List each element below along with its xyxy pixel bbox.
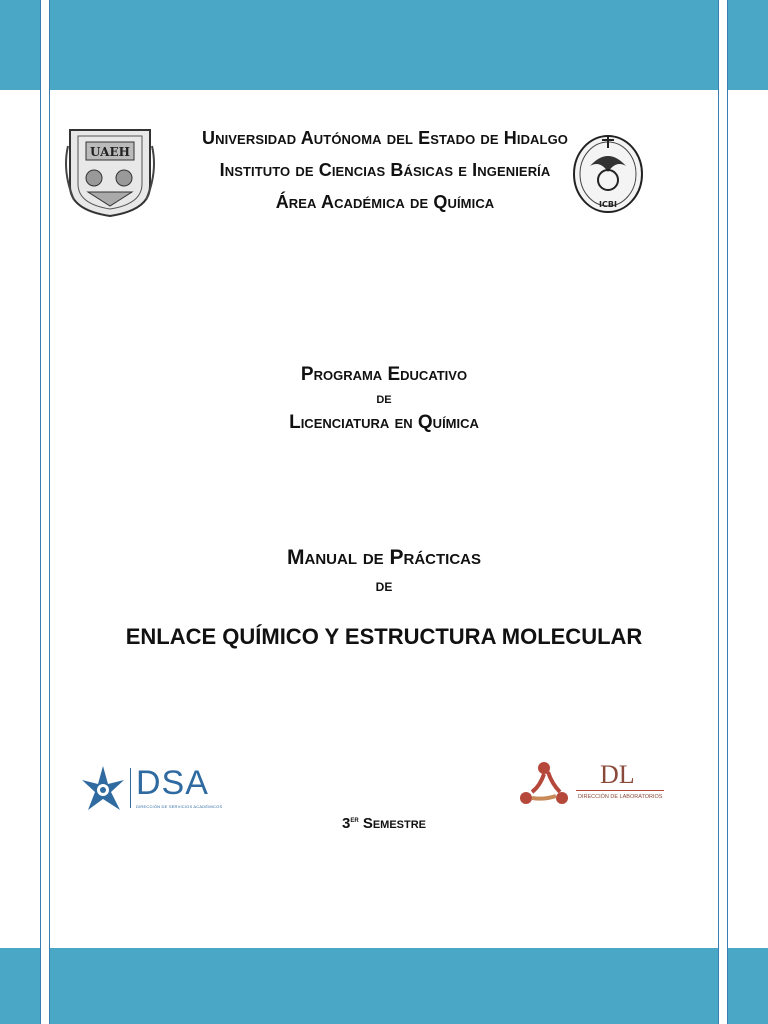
- bottom-band-left: [0, 948, 40, 1024]
- manual-line-1: Manual de Prácticas: [287, 546, 481, 569]
- uaeh-crest-logo: [64, 126, 156, 218]
- top-band-left: [0, 0, 40, 90]
- academic-area: Área Académica de Química: [275, 192, 495, 212]
- dl-triskelion-icon: [516, 758, 572, 814]
- dsa-star-icon: [80, 764, 126, 814]
- dsa-divider: [130, 768, 131, 808]
- top-band: [50, 0, 718, 90]
- semester-suffix: er: [350, 814, 359, 824]
- svg-text:ICBI: ICBI: [599, 200, 617, 209]
- program-line-3: Licenciatura en Química: [289, 412, 479, 433]
- dl-divider: [576, 790, 664, 791]
- dl-subtitle: DIRECCIÓN DE LABORATORIOS: [578, 794, 663, 800]
- dl-wordmark: DL: [600, 760, 635, 789]
- manual-title: ENLACE QUÍMICO Y ESTRUCTURA MOLECULAR: [125, 624, 643, 649]
- semester-number: 3: [341, 815, 351, 832]
- semester-label: Semestre: [362, 815, 427, 832]
- program-line-2: de: [376, 390, 392, 407]
- svg-text:UAEH: UAEH: [90, 145, 130, 159]
- dl-logo: [516, 756, 666, 816]
- dsa-wordmark: DSA: [136, 764, 209, 802]
- right-margin-line: [727, 0, 728, 1024]
- left-margin-line: [40, 0, 41, 1024]
- program-line-1: Programa Educativo: [300, 364, 468, 385]
- bottom-band-right: [728, 948, 768, 1024]
- university-name: Universidad Autónoma del Estado de Hidalgo: [201, 128, 569, 148]
- bottom-band: [50, 948, 718, 1024]
- institute-name: Instituto de Ciencias Básicas e Ingeniería: [219, 160, 551, 180]
- dsa-subtitle: DIRECCIÓN DE SERVICIOS ACADÉMICOS: [136, 804, 223, 809]
- dsa-logo: [80, 762, 223, 816]
- semester: [100, 814, 668, 832]
- top-band-right: [728, 0, 768, 90]
- manual-line-2: de: [375, 576, 393, 595]
